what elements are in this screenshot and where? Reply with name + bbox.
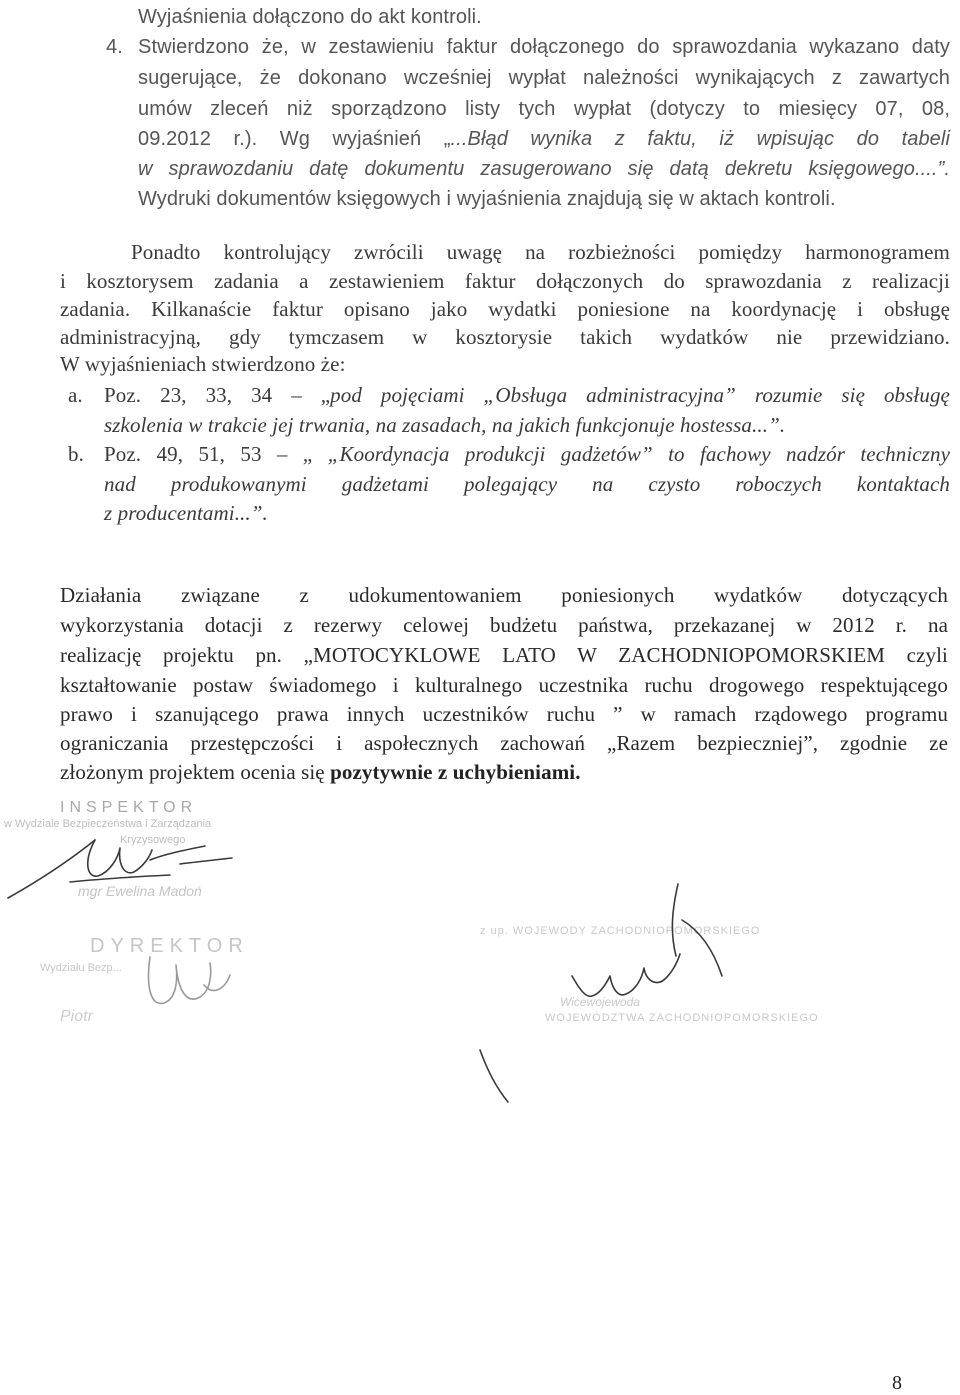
text-line: i kosztorysem zadania a zestawieniem faktur dołączonych do sprawozdania z realizacji xyxy=(60,269,950,293)
text-line: Stwierdzono że, w zestawieniu faktur dołączonego do sprawozdania wykazano daty xyxy=(138,36,950,58)
text-line: Wydruki dokumentów księgowych i wyjaśnienia znajdują się w aktach kontroli. xyxy=(138,188,836,210)
stamp-inspector-title: INSPEKTOR xyxy=(60,799,198,816)
text-line: Poz. 49, 51, 53 – „ „Koordynacja produkcji gadżetów” to fachowy nadzór techniczny xyxy=(104,442,950,466)
text-line: szkolenia w trakcie jej trwania, na zasadach, na jakich funkcjonuje hostessa...”. xyxy=(104,413,786,437)
text-line: prawo i szanującego prawa innych uczestników ruchu ” w ramach rządowego programu xyxy=(60,702,948,726)
text-line: w sprawozdaniu datę dokumentu zasugerowano się datą dekretu księgowego....”. xyxy=(138,158,950,180)
text-line: ograniczania przestępczości i aspołecznych zachowań „Razem bezpieczniej”, zgodnie ze xyxy=(60,731,948,755)
stamp-right-title: z up. WOJEWODY ZACHODNIOPOMORSKIEGO xyxy=(480,925,761,937)
text-line: Ponadto kontrolujący zwrócili uwagę na rozbieżności pomiędzy harmonogramem xyxy=(131,240,950,264)
stamp-right-organization: WOJEWÓDZTWA ZACHODNIOPOMORSKIEGO xyxy=(545,1012,819,1024)
text-line: Działania związane z udokumentowaniem poniesionych wydatków dotyczących xyxy=(60,583,948,607)
voivode-signature xyxy=(460,880,740,1110)
director-signature xyxy=(120,945,260,1035)
list-marker: a. xyxy=(68,383,83,407)
list-number: 4. xyxy=(106,36,123,58)
stamp-director-department: Wydziału Bezp... xyxy=(40,962,122,974)
stamp-inspector-name: mgr Ewelina Madoń xyxy=(78,883,202,899)
text-line: złożonym projektem ocenia się pozytywnie z uchybieniami. xyxy=(60,760,581,784)
text-line: zadania. Kilkanaście faktur opisano jako wydatki poniesione na koordynację i obsługę xyxy=(60,297,950,321)
stamp-director-title: DYREKTOR xyxy=(90,935,249,957)
inspector-signature xyxy=(0,820,260,910)
text-line: W wyjaśnieniach stwierdzono że: xyxy=(60,352,346,376)
text-line: nad produkowanymi gadżetami polegający na czysto roboczych kontaktach xyxy=(104,472,950,496)
text-line: kształtowanie postaw świadomego i kulturalnego uczestnika ruchu drogowego respektującego xyxy=(60,673,948,697)
list-marker: b. xyxy=(68,442,84,466)
text-line: z producentami...”. xyxy=(104,501,268,525)
text-line: Poz. 23, 33, 34 – „pod pojęciami „Obsługa administracyjna” rozumie się obsługę xyxy=(104,383,950,407)
text-line: realizację projektu pn. „MOTOCYKLOWE LATO W ZACHODNIOPOMORSKIEM czyli xyxy=(60,643,948,667)
page-number: 8 xyxy=(892,1372,903,1394)
stamp-right-role: Wicewojewoda xyxy=(560,995,640,1009)
text-line: umów zleceń niż sporządzono listy tych wypłat (dotyczy to miesięcy 07, 08, xyxy=(138,98,950,120)
stamp-director-name: Piotr xyxy=(60,1008,93,1025)
text-line: sugerujące, że dokonano wcześniej wypłat należności wynikających z zawartych xyxy=(138,67,950,89)
text-line: 09.2012 r.). Wg wyjaśnień „...Błąd wynika z faktu, iż wpisując do tabeli xyxy=(138,128,950,150)
stamp-inspector-department-2: Kryzysowego xyxy=(120,834,186,846)
text-line: wykorzystania dotacji z rezerwy celowej budżetu państwa, przekazanej w 2012 r. na xyxy=(60,613,948,637)
stamp-inspector-department: w Wydziale Bezpieczeństwa i Zarządzania xyxy=(4,818,212,830)
text-line: Wyjaśnienia dołączono do akt kontroli. xyxy=(138,6,482,28)
text-line: administracyjną, gdy tymczasem w kosztorysie takich wydatków nie przewidziano. xyxy=(60,325,950,349)
